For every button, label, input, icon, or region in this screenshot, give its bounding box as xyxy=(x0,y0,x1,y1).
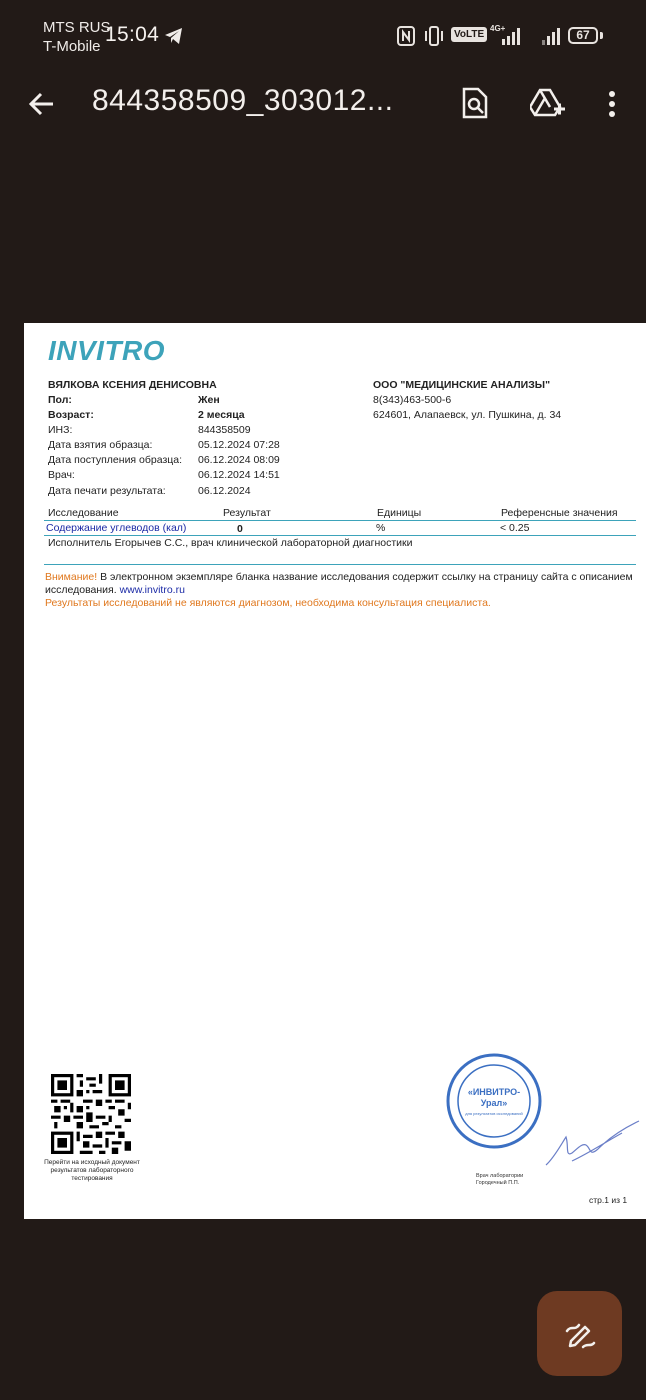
document-title: 844358509_303012... xyxy=(92,84,394,117)
notice-line-2 xyxy=(45,584,185,597)
telegram-icon xyxy=(164,27,184,45)
battery-tip xyxy=(600,32,603,39)
test-reference: < 0.25 xyxy=(500,522,530,534)
notice-text-1: В электронном экземпляре бланка название исследования содержит ссылку на страницу сайта с описанием xyxy=(100,571,633,583)
stamp-caption-2: Городечный П.П. xyxy=(476,1180,520,1186)
carrier-names xyxy=(43,18,111,56)
table-header-divider xyxy=(44,520,636,521)
table-bottom-divider xyxy=(44,564,636,565)
add-to-drive-icon[interactable] xyxy=(530,88,566,118)
carrier-2: T-Mobile xyxy=(43,38,101,55)
lab-stamp xyxy=(444,1051,544,1151)
nfc-icon xyxy=(396,25,416,47)
inz-label: ИНЗ: xyxy=(48,424,73,436)
notice-line-1 xyxy=(45,571,633,584)
vibrate-icon xyxy=(422,25,446,47)
invitro-logo: INVITRO xyxy=(48,335,166,366)
draw-pen-icon xyxy=(563,1317,597,1351)
stamp-line-2: Урал» xyxy=(480,1098,508,1108)
age-label: Возраст: xyxy=(48,409,94,421)
invitro-link[interactable]: www.invitro.ru xyxy=(119,584,185,596)
stamp-line-1: «ИНВИТРО- xyxy=(467,1087,521,1097)
lab-name: ООО "МЕДИЦИНСКИЕ АНАЛИЗЫ" xyxy=(373,379,551,391)
patient-name: ВЯЛКОВА КСЕНИЯ ДЕНИСОВНА xyxy=(48,379,217,391)
doctor-value: 06.12.2024 14:51 xyxy=(198,469,280,481)
volte-badge: VoLTE xyxy=(451,27,487,42)
header-test: Исследование xyxy=(48,507,119,519)
document-page[interactable] xyxy=(24,323,646,1219)
back-arrow-icon[interactable] xyxy=(28,90,56,118)
doctor-label: Врач: xyxy=(48,469,75,481)
stamp-caption-1: Врач лаборатории xyxy=(476,1173,524,1179)
stamp-caption xyxy=(476,1173,523,1187)
lab-address: 624601, Алапаевск, ул. Пушкина, д. 34 xyxy=(373,409,562,421)
clock: 15:04 xyxy=(105,23,160,46)
qr-code[interactable] xyxy=(51,1074,131,1154)
search-document-icon[interactable] xyxy=(460,87,490,119)
network-type: 4G+ xyxy=(490,24,506,33)
sex-label: Пол: xyxy=(48,394,72,406)
sample-taken-label: Дата взятия образца: xyxy=(48,439,153,451)
performer: Исполнитель Егорычев С.С., врач клинической лабораторной диагностики xyxy=(48,537,413,549)
sample-received-value: 06.12.2024 08:09 xyxy=(198,454,280,466)
test-units: % xyxy=(376,522,386,534)
age-value: 2 месяца xyxy=(198,409,245,421)
notice-text-2: исследования. xyxy=(45,584,117,596)
signature xyxy=(544,1113,644,1183)
header-result: Результат xyxy=(223,507,271,519)
table-row-divider xyxy=(44,535,636,536)
print-date-value: 06.12.2024 xyxy=(198,485,251,497)
page-number: стр.1 из 1 xyxy=(589,1195,628,1205)
carrier-1: MTS RUS xyxy=(43,19,111,36)
header-units: Единицы xyxy=(377,507,422,519)
more-vert-icon[interactable] xyxy=(606,90,618,118)
attention-label: Внимание! xyxy=(45,571,98,583)
sample-taken-value: 05.12.2024 07:28 xyxy=(198,439,280,451)
qr-caption: Перейти на исходный документ результатов лабораторного тестирования xyxy=(44,1159,140,1182)
stamp-line-3: для результатов исследований xyxy=(465,1111,523,1116)
header-reference: Референсные значения xyxy=(501,507,618,519)
lab-phone: 8(343)463-500-6 xyxy=(373,394,452,406)
test-result: 0 xyxy=(237,523,243,535)
test-name-link[interactable]: Содержание углеводов (кал) xyxy=(46,522,187,534)
signal-strength-icon xyxy=(486,25,524,47)
disclaimer: Результаты исследований не являются диагнозом, необходима консультация специалиста. xyxy=(45,597,491,609)
inz-value: 844358509 xyxy=(198,424,251,436)
sample-received-label: Дата поступления образца: xyxy=(48,454,183,466)
battery-indicator: 67 xyxy=(568,27,598,44)
print-date-label: Дата печати результата: xyxy=(48,485,166,497)
annotate-button[interactable] xyxy=(537,1291,622,1376)
signal-strength-2-icon xyxy=(540,25,564,47)
status-bar xyxy=(0,0,646,70)
sex-value: Жен xyxy=(198,394,220,406)
